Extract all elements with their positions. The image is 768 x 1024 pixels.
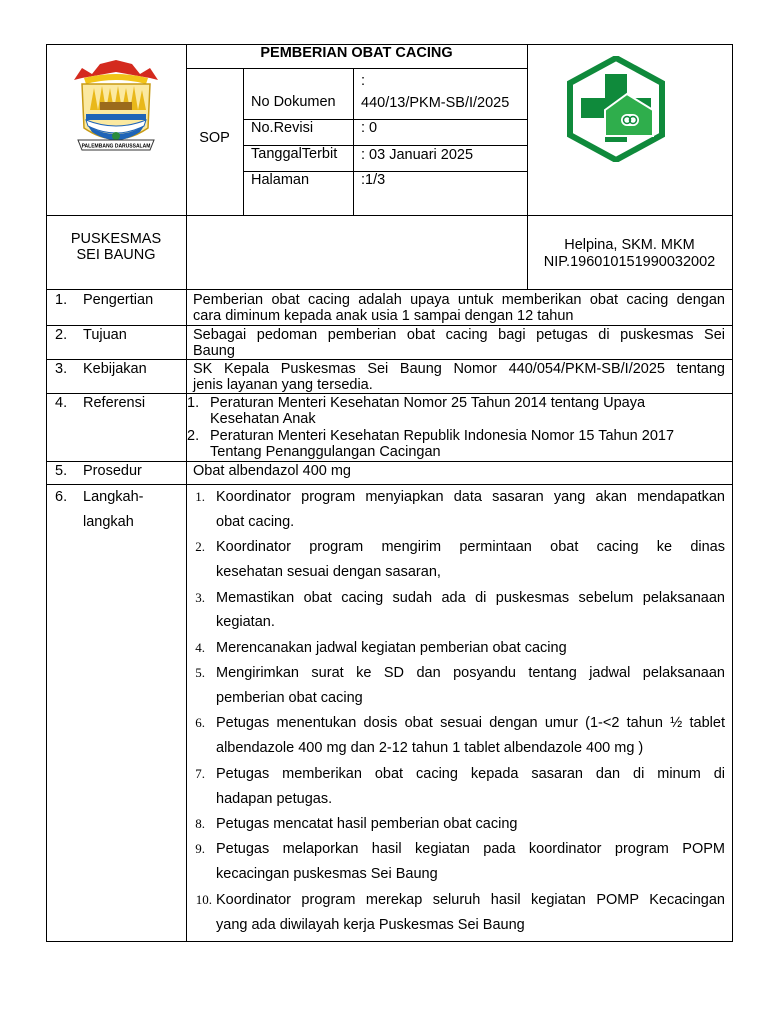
referensi-item-line2: Kesehatan Anak <box>210 411 316 427</box>
step-text-line2: albendazole 400 mg dan 2-12 tahun 1 tablet albendazole 400 mg ) <box>216 740 644 756</box>
step-text-line2: pemberian obat cacing <box>216 690 363 706</box>
step-text-line1: Petugas menentukan dosis obat sesuai dengan umur (1-<2 tahun ½ tablet <box>216 715 725 731</box>
step-text-line2: yang ada diwilayah kerja Puskesmas Sei Baung <box>216 917 525 933</box>
step-number: 8. <box>195 816 205 831</box>
referensi-item-line2: Tentang Penanggulangan Cacingan <box>210 444 441 460</box>
referensi-item-number: 1. <box>187 395 200 411</box>
section-number: 3. <box>55 361 68 377</box>
step-text-line1: Petugas memberikan obat cacing kepada sasaran dan di minum di <box>216 766 725 782</box>
tujuan-text-line2: Baung <box>193 343 235 359</box>
signatory-nip: NIP.196010151990032002 <box>543 254 716 270</box>
section-label-pengertian: Pengertian <box>83 292 154 308</box>
section-label-referensi: Referensi <box>83 395 146 411</box>
referensi-item-line1: Peraturan Menteri Kesehatan Republik Indonesia Nomor 15 Tahun 2017 <box>210 428 675 444</box>
referensi-item-line1: Peraturan Menteri Kesehatan Nomor 25 Tahun 2014 tentang Upaya <box>210 395 646 411</box>
meta-value-no-dokumen: 440/13/PKM-SB/I/2025 <box>361 95 510 111</box>
section-label-prosedur: Prosedur <box>83 463 142 479</box>
section-number: 2. <box>55 327 68 343</box>
meta-label-no-revisi: No.Revisi <box>251 120 314 136</box>
sop-label: SOP <box>199 130 230 146</box>
meta-label-halaman: Halaman <box>251 172 310 188</box>
step-text-line2: kecacingan puskesmas Sei Baung <box>216 866 438 882</box>
step-number: 10. <box>195 892 212 907</box>
section-label-langkah-line2: langkah <box>83 514 134 530</box>
step-number: 5. <box>195 665 205 680</box>
kebijakan-text-line1: SK Kepala Puskesmas Sei Baung Nomor 440/054/PKM-SB/I/2025 tentang <box>193 361 725 377</box>
step-text-line1: Petugas melaporkan hasil kegiatan pada koordinator program POPM <box>216 841 725 857</box>
org-name-line1: PUSKESMAS <box>70 231 162 247</box>
step-number: 1. <box>195 489 205 504</box>
referensi-item-number: 2. <box>187 428 200 444</box>
signatory-name: Helpina, SKM. MKM <box>564 237 695 253</box>
meta-value-no-dokumen-colon: : <box>361 73 366 89</box>
step-text-line2: hadapan petugas. <box>216 791 333 807</box>
prosedur-text: Obat albendazol 400 mg <box>193 463 351 479</box>
section-number: 1. <box>55 292 68 308</box>
step-number: 6. <box>195 715 205 730</box>
step-number: 9. <box>195 841 205 856</box>
section-number: 5. <box>55 463 68 479</box>
tujuan-text-line1: Sebagai pedoman pemberian obat cacing bagi petugas di puskesmas Sei <box>193 327 725 343</box>
step-text-line1: Mengirimkan surat ke SD dan posyandu tentang jadwal pelaksanaan <box>216 665 725 681</box>
pengertian-text-line1: Pemberian obat cacing adalah upaya untuk memberikan obat cacing dengan <box>193 292 725 308</box>
meta-label-no-dokumen: No Dokumen <box>251 94 336 110</box>
org-name-line2: SEI BAUNG <box>76 247 156 263</box>
pengertian-text-line2: cara diminum kepada anak usia 1 sampai dengan 12 tahun <box>193 308 574 324</box>
step-text-line1: Koordinator program merekap seluruh hasil kegiatan POMP Kecacingan <box>216 892 725 908</box>
step-number: 3. <box>195 590 205 605</box>
meta-label-tanggal-terbit: TanggalTerbit <box>251 146 338 162</box>
step-text-line1: Koordinator program mengirim permintaan obat cacing ke dinas <box>216 539 725 555</box>
step-text-line2: kegiatan. <box>216 614 275 630</box>
step-text-line1: Memastikan obat cacing sudah ada di puskesmas sebelum pelaksanaan <box>216 590 725 606</box>
puskesmas-logo <box>563 56 669 162</box>
step-text-line1: Merencanakan jadwal kegiatan pemberian obat cacing <box>216 640 567 656</box>
step-text-line1: Petugas mencatat hasil pemberian obat cacing <box>216 816 518 832</box>
city-emblem-text: PALEMBANG DARUSSALAM <box>81 143 151 150</box>
step-text-line2: obat cacing. <box>216 514 295 530</box>
section-label-tujuan: Tujuan <box>83 327 127 343</box>
section-label-kebijakan: Kebijakan <box>83 361 147 377</box>
meta-value-tanggal-terbit: : 03 Januari 2025 <box>361 147 474 163</box>
meta-value-halaman: :1/3 <box>361 172 386 188</box>
section-number: 4. <box>55 395 68 411</box>
section-label-langkah-line1: Langkah- <box>83 489 144 505</box>
step-text-line2: kesehatan sesuai dengan sasaran, <box>216 564 441 580</box>
section-number: 6. <box>55 489 68 505</box>
city-emblem-logo <box>70 58 162 164</box>
step-number: 4. <box>195 640 205 655</box>
document-title: PEMBERIAN OBAT CACING <box>260 45 453 61</box>
kebijakan-text-line2: jenis layanan yang tersedia. <box>193 377 373 393</box>
step-text-line1: Koordinator program menyiapkan data sasaran yang akan mendapatkan <box>216 489 725 505</box>
step-number: 7. <box>195 766 205 781</box>
step-number: 2. <box>195 539 205 554</box>
meta-value-no-revisi: : 0 <box>361 120 378 136</box>
